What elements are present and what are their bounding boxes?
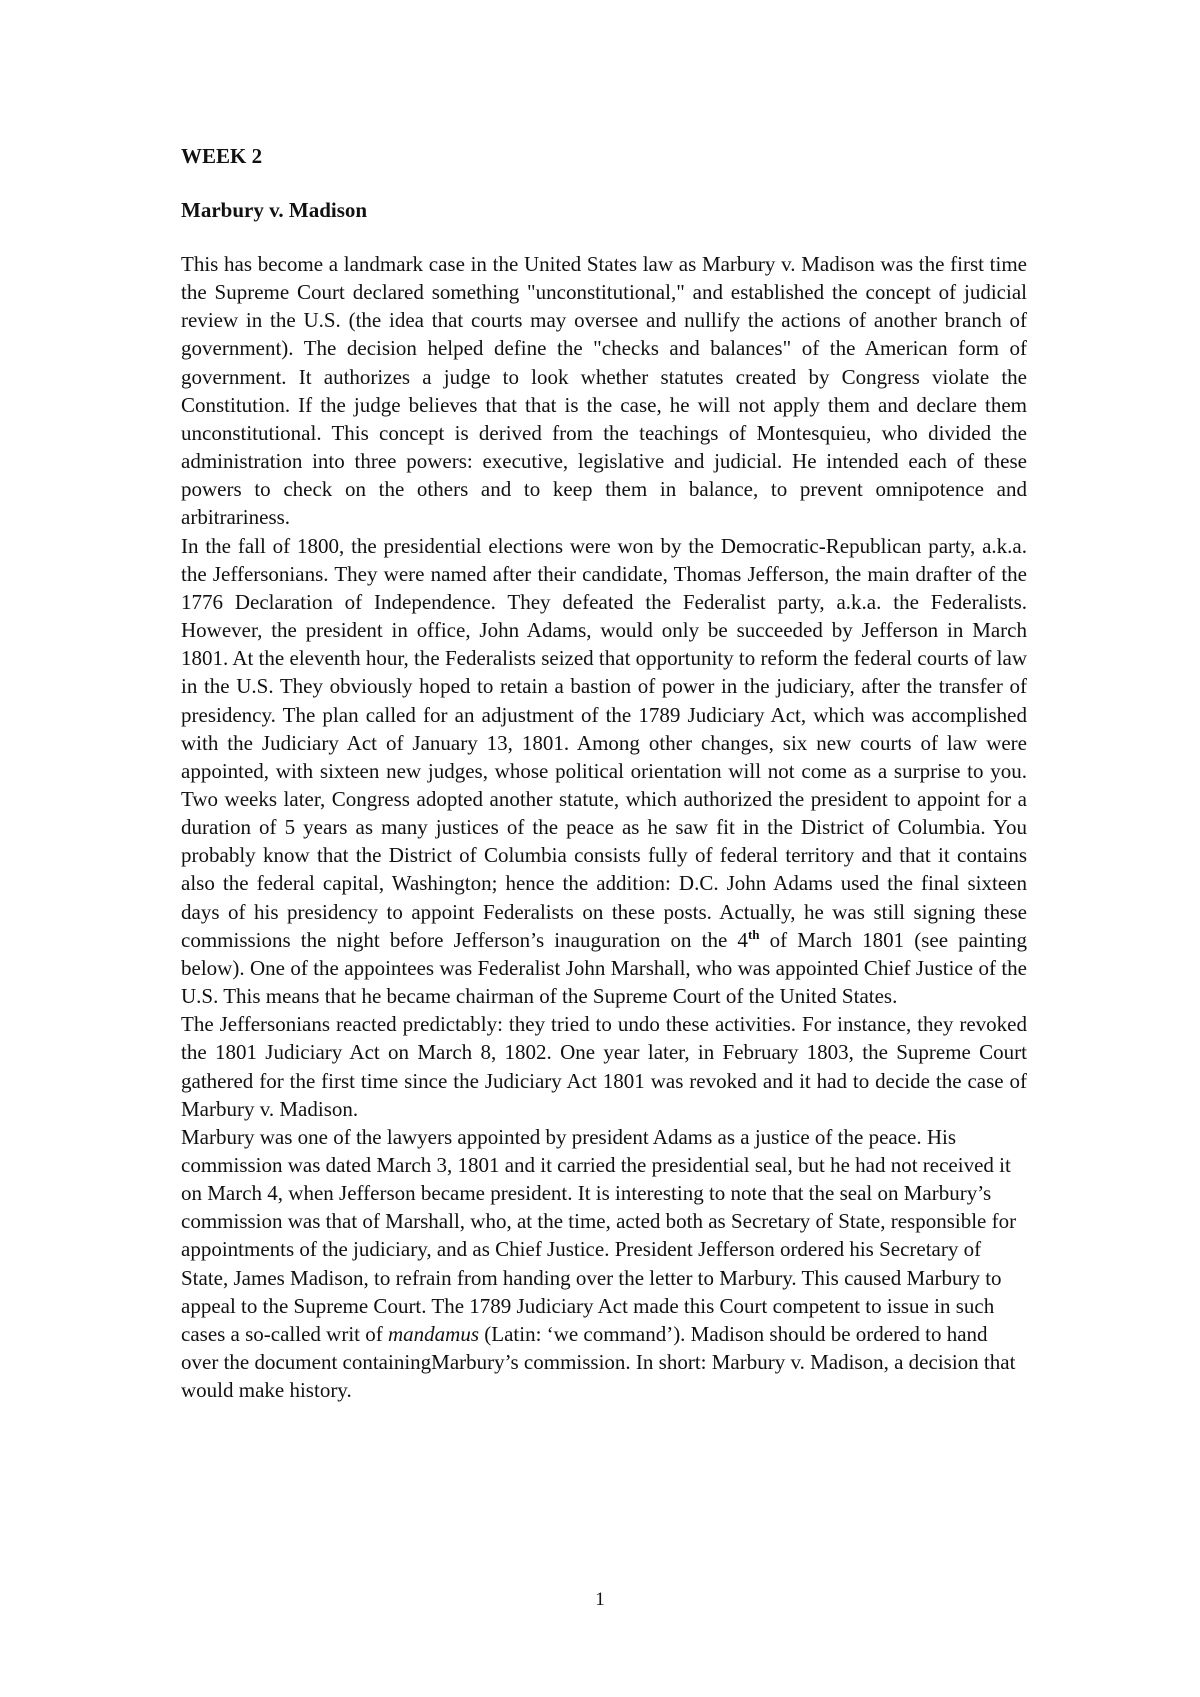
paragraph-2-text-a: In the fall of 1800, the presidential elections were won by the Democratic-Republican party, a.k.a. the Jeffersonians. They were named after their candidate, Thomas Jefferson, the main drafter of the 1776 Declaration of Independence. They defeated the Federalist party, a.k.a. the Federalists. However, the president in office, John Adams, would only be succeeded by Jefferson in March 1801. At the eleventh hour, the Federalists seized that opportunity to reform the federal courts of law in the U.S. They obviously hoped to retain a bastion of power in the judiciary, after the transfer of presidency. The plan called for an adjustment of the 1789 Judiciary Act, which was accomplished with the Judiciary Act of January 13, 1801. Among other changes, six new courts of law were appointed, with sixteen new judges, whose political orientation will not come as a surprise to you. Two weeks later, Congress adopted another statute, which authorized the president to appoint for a duration of 5 years as many justices of the peace as he saw fit in the District of Columbia. You probably know that the District of Columbia consists fully of federal territory and that it contains also the federal capital, Washington; hence the addition: D.C. John Adams used the final sixteen days of his presidency to appoint Federalists on these posts. Actually, he was still signing these commissions the night before Jefferson’s inauguration on the 4 — [181, 533, 1027, 952]
page-content — [181, 142, 1027, 1404]
paragraph-4-text-b: (Latin: ‘we command’). Madison should be ordered to hand over the document containingMarbury’s commission. In short: Marbury v. Madison, a decision that would make history. — [181, 1321, 1016, 1403]
latin-term: mandamus — [388, 1321, 480, 1346]
ordinal-superscript: th — [747, 926, 760, 942]
paragraph-4-text-a: Marbury was one of the lawyers appointed by president Adams as a justice of the peace. His commission was dated March 3, 1801 and it carried the presidential seal, but he had not received it on March 4, when Jefferson became president. It is interesting to note that the seal on Marbury’s commission was that of Marshall, who, at the time, acted both as Secretary of State, responsible for appointments of the judiciary, and as Chief Justice. President Jefferson ordered his Secretary of State, James Madison, to refrain from handing over the letter to Marbury. This caused Marbury to appeal to the Supreme Court. The 1789 Judiciary Act made this Court competent to issue in such cases a so-called writ of — [181, 1124, 1017, 1346]
week-heading: WEEK 2 — [181, 144, 263, 168]
paragraph-1: This has become a landmark case in the United States law as Marbury v. Madison was the first time the Supreme Court declared something "unconstitutional," and established the concept of judicial review in the U.S. (the idea that courts may oversee and nullify the actions of another branch of government). The decision helped define the "checks and balances" of the American form of government. It authorizes a judge to look whether statutes created by Congress violate the Constitution. If the judge believes that that is the case, he will not apply them and declare them unconstitutional. This concept is derived from the teachings of Montesquieu, who divided the administration into three powers: executive, legislative and judicial. He intended each of these powers to check on the others and to keep them in balance, to prevent omnipotence and arbitrariness. — [181, 252, 1027, 530]
page-number: 1 — [595, 1589, 605, 1610]
body-text — [181, 250, 1027, 1404]
paragraph-2 — [181, 532, 1027, 1011]
paragraph-3: The Jeffersonians reacted predictably: they tried to undo these activities. For instance, they revoked the 1801 Judiciary Act on March 8, 1802. One year later, in February 1803, the Supreme Court gathered for the first time since the Judiciary Act 1801 was revoked and it had to decide the case of Marbury v. Madison. — [181, 1012, 1027, 1121]
case-title: Marbury v. Madison — [181, 198, 368, 222]
paragraph-4 — [181, 1123, 1027, 1405]
paragraph-2-text-b: of March 1801 (see painting below). One of the appointees was Federalist John Marshall, who was appointed Chief Justice of the U.S. This means that he became chairman of the Supreme Court of the United States. — [181, 927, 1028, 1009]
